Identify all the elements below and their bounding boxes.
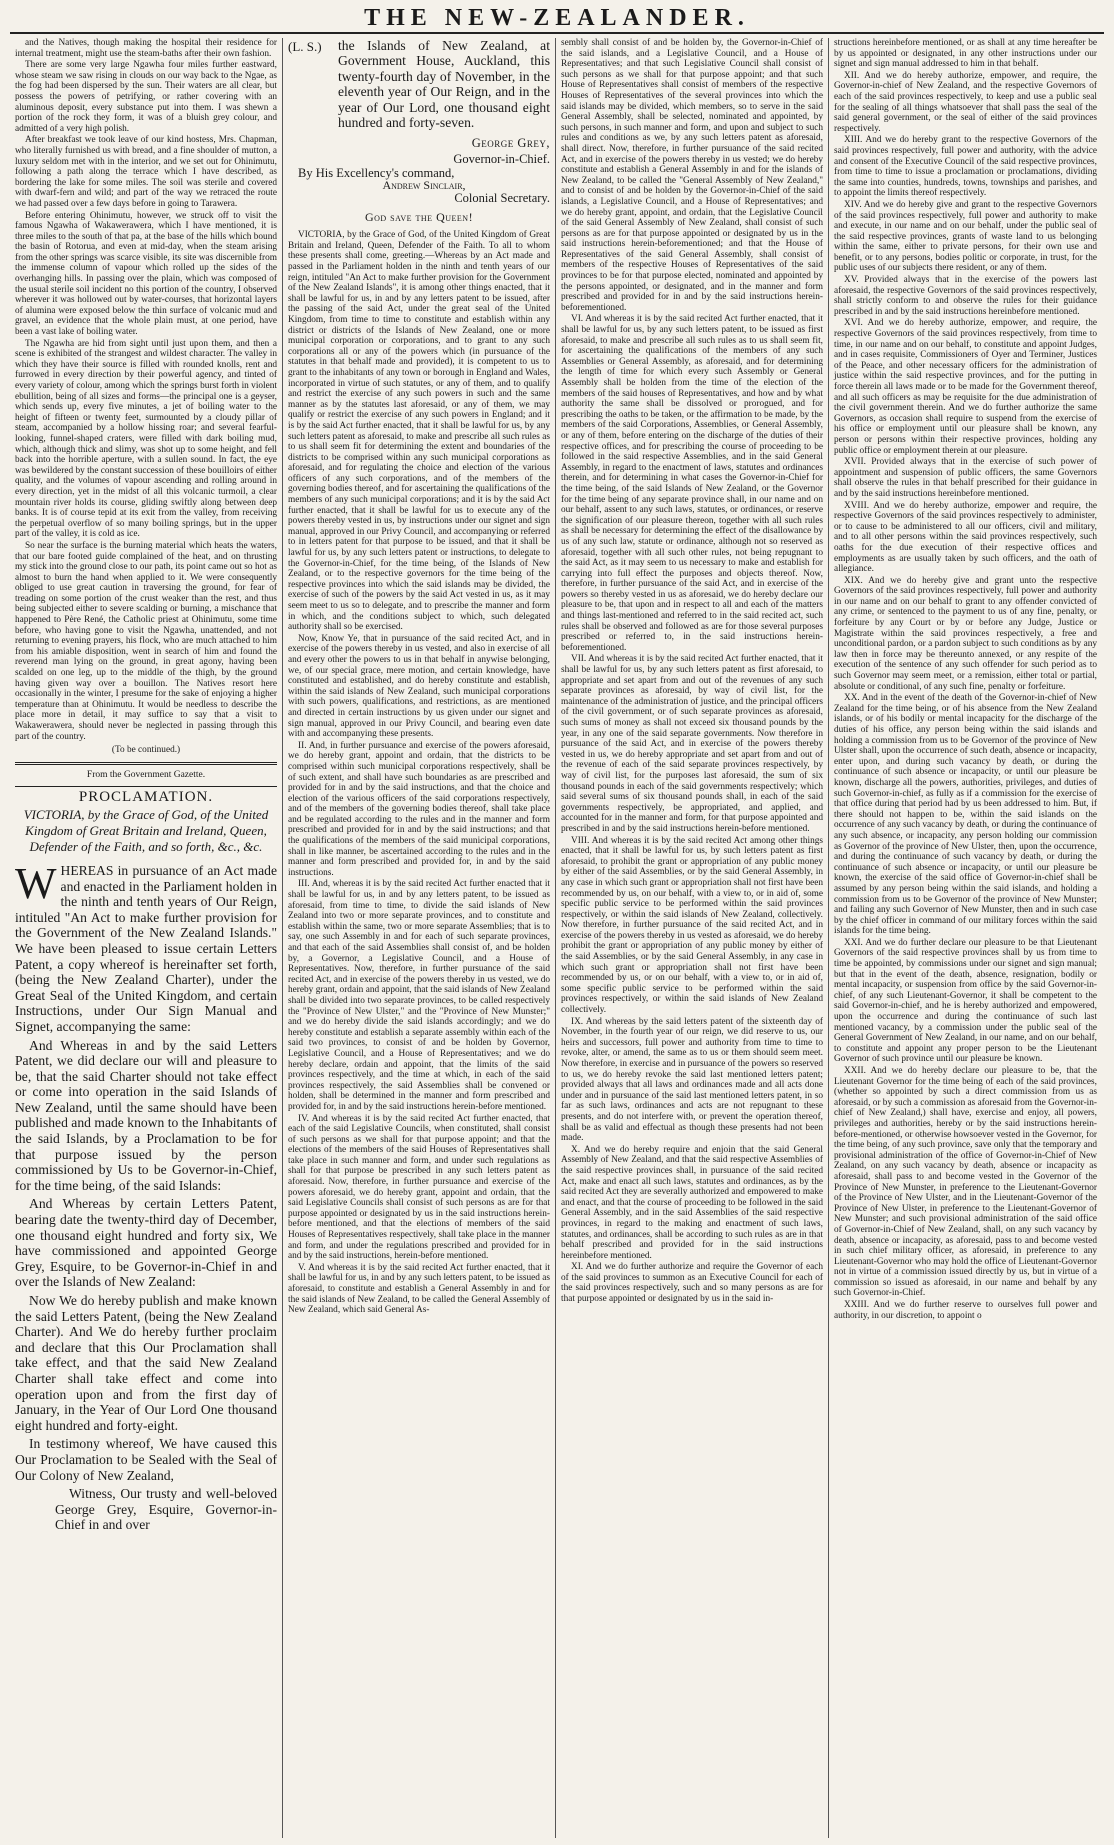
drop-cap: W [15,858,57,908]
secretary-name: Andrew Sinclair, [382,178,466,193]
charter-paragraph: II. And, in further pursuance and exercise of the powers aforesaid, we do hereby grant, appoint and ordain, that the districts to be comprised within such municipal corporations respectively, shall be of such extent, and shall have such boundaries as are prescribed and provided for in and by the said instructions, and that the choice and election of the various officers of the said corporations respectively, and of the members of the governing bodies thereof, shall take place and be regulated according to the rules and in the manner and form prescribed and provided for in and by the said instructions; and that the qualifications of the members of the said municipal corporations, shall in like manner, be ascertained according to the rules and in the manner and form prescribed and provided for, in and by the said instructions. [288,740,550,878]
charter-paragraph: IV. And whereas it is by the said recited Act further enacted, that each of the said Legislative Councils, when constituted, shall consist of such persons as we shall for that purpose appoint; and that the elections of the members of the said Houses of Representatives shall take place in such manner and form, and under such regulations as shall for that purpose be prescribed in any such letters patent as aforesaid. Now, therefore, in further pursuance and exercise of the powers aforesaid, we do hereby grant, appoint and ordain, that the said Legislative Councils shall consist of such persons as are for that purpose appointed or designated by us in the said instructions herein-before mentioned, and that the elections of members of the said Houses of Representatives respectively, shall take place in the manner and form, and under the regulations prescribed and provided for in and by the said instructions, herein-before mentioned. [288,1113,550,1262]
proclamation-first-paragraph [15,858,277,1035]
charter-paragraph: X. And we do hereby require and enjoin that the said General Assembly of New Zealand, and that the said respective Assemblies of the said respective provinces shall, in pursuance of the said recited Act, make and enact all such laws, statutes and ordinances, as by the said recited Act they are severally authorized and empowered to make and enact, and that the course of proceeding to be followed in the said General Assembly, and in the said Assemblies of the said respective provinces, in regard to the making and enactment of such laws, statutes, and ordinances, shall be according to such rules as are in that behalf prescribed and provided for in the said instructions hereinbefore mentioned. [561,1144,823,1261]
column-2 [283,38,556,1838]
article-paragraph: So near the surface is the burning material which heats the waters, that our bare footed guide complained of the heat, and on thrusting my stick into the ground close to our path, its point came out so hot as almost to burn the hand when applied to it. We were consequently obliged to use great caution in traversing the ground, for fear of treading on some portion of the crust weaker than the rest, and thus being subjected either to severe scalding or burning, a mischance that happened to Père René, the Catholic priest at Ohinimutu, some time before, who having gone to visit the Ngawha, unattended, and not returning to evening prayers, his flock, who are much attached to him from his amiable disposition, went in search of him and found the reverend man lying on the ground, in great agony, having been scalded on one leg, up to the middle of the thigh, by the ground having given way over a bouillon. The Natives resort here occasionally in the winter, I presume for the sake of enjoying a higher temperature than at Ohinimutu. It would be needless to describe the place more in detail, it may suffice to say that a visit to Wakawerawera, should never be neglected in passing through this part of the country. [15,540,277,742]
by-command: By His Excellency's command, [298,166,455,181]
witness-clause: Witness, Our trusty and well-beloved George Grey, Esquire, Governor-in-Chief in and over [55,1486,277,1533]
charter-paragraph: XVII. Provided always that in the exercise of such power of appointment and suspension of public officers, the same Governors shall observe the rules in that behalf prescribed for their guidance in and by the said instructions hereinbefore mentioned. [834,457,1097,499]
charter-paragraph: VII. And whereas it is by the said recited Act further enacted, that it shall be lawful for us, by any such letters patent as first aforesaid, to appropriate and set apart from and out of the revenues of any such separate provinces as aforesaid, by way of civil list, for the maintenance of the administration of justice, and the principal officers of the civil government, or of such separate provinces as aforesaid, such sums of money as shall not exceed six thousand pounds by the year, in any one of the said separate governments. Now therefore in pursuance of the said Act, and in exercise of the powers thereby vested in us, we do hereby appropriate and set apart from and out of the revenue of each of the said separate provinces respectively, by way of civil list, for the purposes last aforesaid, the sum of six thousand pounds in each of the said governments respectively; which said several sums of six thousand pounds shall, in each of the said governments respectively, be appropriated, and applied, and accounted for in the manner and form, for that purpose appointed and prescribed in and by the said instructions herein-before mentioned. [561,654,823,834]
charter-paragraph: XXIII. And we do further reserve to ourselves full power and authority, in our discretion, to appoint o [834,1300,1097,1321]
charter-paragraph: V. And whereas it is by the said recited Act further enacted, that it shall be lawful for us, in and by any such letters patent, to be issued as aforesaid, to constitute and establish a General Assembly in and for the said islands of New Zealand, to be called the General Assembly of New Zealand, which said General As- [288,1262,550,1316]
seal-text: the Islands of New Zealand, at Government House, Auckland, this twenty-fourth day of November, in the eleventh year of Our Reign, and in the year of Our Lord, one thousand eight hundred and forty-seven. [338,38,550,131]
short-divider [15,786,277,787]
proclamation-first-text: HEREAS in pursuance of an Act made and enacted in the Parliament holden in the ninth and tenth years of Our Reign, intituled "An Act to make further provision for the Government of the New Zealand Islands." We have been pleased to issue certain Letters Patent, a copy whereof is hereinafter set forth, (being the New Zealand Charter), under the Great Seal of the United Kingdom, and certain Instructions, under Our Sign Manual and Signet, accompanying the same: [15,862,277,1034]
seal-block [288,38,550,130]
royal-style: VICTORIA, by the Grace of God, of the United Kingdom of Great Britain and Ireland, Queen, Defender of the Faith, and so forth, &c., &c. [23,806,269,854]
charter-paragraph: XX. And in the event of the death of the Governor-in-chief of New Zealand for the time being, or of his absence from the New Zealand islands, or of his bodily or mental incapacity for the discharge of the duties of his office, any person being within the said islands and holding a commission from us to be Governor of the province of New Ulster shall, upon the occurrence of such death, absence or incapacity, enter upon, and during such vacancy by death, or during the continuance of such absence or incapacity, or until our pleasure be known, discharge all the powers, authorities, privileges, and duties of such Governor-in-chief, as fully as if a commission for the exercise of that office during that period had by us been addressed to him. But, if there should not happen to be, within the said islands on the occurrence of any such vacancy by death, or during the continuance of any such absence, or incapacity, any person holding our commission as Governor of the province of New Ulster, then, upon the occurrence, and during the continuance of such vacancy by death, or during the continuance of such absence or incapacity, or until our pleasure be known, the exercise of the said office of Governor-in-chief shall be assumed by any person being within the said islands, and holding a commission from us to be Governor of the province of New Munster; and failing any such Governor of New Munster, then and in such case by the chief officer in command of our military forces within the said islands for the time being. [834,693,1097,937]
secretary-title: Colonial Secretary. [454,190,550,205]
proclamation-title: PROCLAMATION. [78,789,214,806]
article-paragraph: and the Natives, though making the hospital their residence for internal treatment, might use the steam-baths after their own fashion. [15,38,277,59]
proclamation-paragraph: In testimony whereof, We have caused this Our Proclamation to be Sealed with the Seal of Our Colony of New Zealand, [15,1436,277,1483]
charter-paragraph: sembly shall consist of and be holden by, the Governor-in-Chief of the said islands, and a Legislative Council, and a House of Representatives; and that such Legislative Council shall consist of such persons as we shall for that purpose appoint; and that such House of Representatives shall consist of members of the respective Houses of Representatives of the several provinces into which the said islands may be divided, which members, so to serve in the said General Assembly, shall be selected, nominated and appointed, by such persons, in such manner and form, and upon and subject to such rules and conditions as we, by any such letters patent as aforesaid, shall direct. Now, therefore, in further pursuance of the said recited Act, and in exercise of the powers thereby in us vested; we do hereby constitute and establish a General Assembly in and for the islands of New Zealand, to be called the "General Assembly of New Zealand," and to consist of and be holden by the Governor-in-Chief of the said islands, a Legislative Council, and a House of Representatives; and we do hereby grant, appoint, and ordain, that the Legislative Council of the said General Assembly of New Zealand, shall consist of such persons as are for that purpose appointed or designated by us in the said instructions herein-beforementioned; and that the House of Representatives of the said General Assembly, shall consist of members of the respective Houses of Representatives of the said provinces to be for that purpose elected, nominated and appointed by the persons appointed, or designated, and in the manner and form prescribed and provided for in and by the said instructions herein-beforementioned. [561,38,823,313]
charter-paragraph: XIX. And we do hereby give and grant unto the respective Governors of the said provinces respectively, full power and authority in our name and on our behalf to grant to any offender convicted of any crime, or sentenced to the payment to us of any fine, penalty, or forfeiture by any Court or by or before any Judge, Justice or Magistrate within the said provinces respectively, a free and unconditional pardon, or a pardon subject to such conditions as by any law then in force may be thereunto annexed, or any respite of the execution of the sentence of any such offender for such period as to such Governor may seem meet, or a remission, either total or partial, absolute or conditional, of any such fine, penalty or forfeiture. [834,575,1097,692]
article-paragraph: There are some very large Ngawha four miles further eastward, whose steam we saw rising in clouds on our way back to the Ngae, as the fog had been dispersed by the sun. Their waters are all clear, but possess the powers of petrifying, or rather covering with an aluminous deposit, every substance put into them. I was shewn a portion of the rock they form, it was of a bluish grey colour, and admitted of a very high polish. [15,60,277,134]
column-1 [10,38,283,1838]
charter-paragraph: XIII. And we do hereby grant to the respective Governors of the said provinces respectively, full power and authority, with the advice and consent of the Executive Council of the said respective provinces, from time to time to issue a proclamation or proclamations, dividing the same into counties, hundreds, towns, townships and parishes, and to appoint the limits thereof respectively. [834,135,1097,199]
proclamation-body [15,858,277,1533]
charter-text-continued [561,38,823,1305]
charter-text-final [834,38,1097,1321]
travel-article [15,38,277,756]
charter-paragraph: IX. And whereas by the said letters patent of the sixteenth day of November, in the fourth year of our reign, we did reserve to us, our heirs and successors, full power and authority from time to time to revoke, alter, or amend, the same as to us or them should seem meet. Now therefore, in exercise and in pursuance of the powers so reserved to us, we do hereby revoke the said last mentioned letters patent; provided always that all laws and ordinances made and all acts done under and in pursuance of the said last mentioned letters patent, in so far as such laws, ordinances and acts are not repugnant to these presents, and do not interfere with, or prevent the operation thereof, shall be as valid and effectual as though these presents had not been made. [561,1016,823,1144]
proclamation-paragraph: Now We do hereby publish and make known the said Letters Patent, (being the New Zealand Charter). And We do hereby further proclaim and declare that this Our Proclamation shall take effect, and that the said New Zealand Charter shall take effect and come into operation upon and from the first day of January, in the Year of Our Lord One thousand eight hundred and forty-eight. [15,1293,277,1433]
charter-paragraph: VICTORIA, by the Grace of God, of the United Kingdom of Great Britain and Ireland, Queen, Defender of the Faith. To all to whom these presents shall come, greeting.—Whereas by an Act made and passed in the Parliament holden in the ninth and tenth years of our reign, intituled "An Act to make further provision for the Government of the New Zealand Islands", it is among other things enacted, that it shall be lawful for us, in and by any letters patent to be issued, after the passing of the said Act, under the great seal of the United Kingdom, from time to time to constitute and establish within any district or districts of the Islands of New Zealand, one or more municipal corporation or corporations, and to grant to any such corporations all or any of the powers which (in pursuance of the statutes in that behalf made and provided), it is competent to us to grant to the inhabitants of any town or borough in England and Wales, incorporated in virtue of such statutes, or any of them, and to qualify and restrict the exercise of any such powers in such and the same manner as by the statutes last aforesaid, or any of them, we may qualify or restrict the exercise of any such powers in England; and it is by the said Act further enacted, that it shall be lawful for us, by any such letters patent as aforesaid, to make and prescribe all such rules as to us shall seem fit for determining the extent and boundaries of the districts to be comprised within any such municipal corporations as aforesaid, and for regulating the choice and election of the various officers of any such corporations, and of the members of the governing bodies thereof, and for ascertaining the qualifications of the members of any such municipal corporations; and it is by the said Act further enacted, that it shall be lawful for us to execute any of the powers thereby vested in us, by instructions under our signet and sign manual, approved in our Privy Council, and accompanying or referred to in letters patent for that purpose to be issued, and that it shall be lawful for us, by any such letters patent or instructions, to delegate to the Governor-in-Chief, for the time being, of the Islands of New Zealand, or to the respective governors for the time being of the respective provinces into which the said islands may be divided, the exercise of such of the powers by the said Act vested in us, as it may seem meet to us so to delegate, and to prescribe the manner and form in which, and the conditions subject to which, such delegated authority shall so be exercised. [288,230,550,633]
article-paragraph: After breakfast we took leave of our kind hostess, Mrs. Chapman, who literally furnished us with bread, and a fine shoulder of mutton, a luxury seldom met with in the interior, and we set out for Ohinimutu, following a path along the terrace which I have described, as bordering the lake for some miles. The soil was sterile and covered with dwarf-fern and wild; and part of the way we retraced the route we had passed over a few days before in going to Tarawera. [15,135,277,209]
governor-signature: George Grey, [471,136,550,151]
charter-paragraph: XXI. And we do further declare our pleasure to be that Lieutenant Governors of the said respective provinces shall by us from time to time be appointed, by commissions under our signet and sign manual; but that in the event of the death, absence, resignation, bodily or mental incapacity, or suspension from office by the said Governor-in-chief, of any such Lieutenant-Governor, it shall be competent to the said Governor-in-chief, and he is hereby authorized and empowered, upon the occurrence and during the continuance of such last mentioned vacancy, by a commission under the public seal of the General Government of New Zealand, in our name, and on our behalf, to constitute and appoint any proper person to be the Lieutenant Governor of such province until our pleasure be known. [834,937,1097,1065]
god-save-the-queen: God save the Queen! [364,209,474,224]
charter-paragraph: XII. And we do hereby authorize, empower, and require, the Governor-in-chief of New Zealand, and the respective Governors of each of the said provinces respectively, to keep and use a public seal for the sealing of all things whatsoever that shall pass the seal of the said general government, or the seal of either of the said provinces respectively. [834,70,1097,134]
seal-mark: (L. S.) [288,39,322,54]
proclamation-paragraph: And Whereas in and by the said Letters Patent, we did declare our will and pleasure to be, that the said Charter should not take effect or come into operation in the said Islands of New Zealand, until the same should have been published and made known to the Inhabitants of the said Islands, by a Proclamation to be for that purpose issued by the person commissioned by Us to be Governor-in-Chief, for the time being, of the said Islands: [15,1037,277,1193]
article-paragraph: Before entering Ohinimutu, however, we struck off to visit the famous Ngawha of Wakawerawera, which I have mentioned, it is three miles to the south of that pa, at the base of the hills which bound the basin of Rotorua, and even at mid-day, when the steam arising from the other springs was scarce visible, its site was discernible from the immense column of vapour which rolled up the sides of the overhanging hills. In passing over the plain, which was composed of the usual sterile soil incident no this portion of the country, I observed wherever it was hollowed out by water-courses, that horizontal layers of alumina were exposed below the thin surface of volcanic mud and gravel, an evidence that the whole plain must, at one period, have been a vast lake of boiling water. [15,210,277,338]
charter-text [288,230,550,1316]
charter-paragraph: structions hereinbefore mentioned, or as shall at any time hereafter be by us appointed or designated, in any other instructions under our signet and sign manual addressed to him in that behalf. [834,38,1097,70]
governor-title: Governor-in-Chief. [453,152,550,167]
charter-paragraph: VIII. And whereas it is by the said recited Act among other things enacted, that it shall be lawful for us, by such letters patent as first aforesaid, to prohibit the grant or appropriation of any public money by either of the said Assemblies, or by the said General Assembly, in any case in which such grant or appropriation shall not first have been recommended by us, on our behalf, with a view to, or in aid of, some specific public service to be performed within the said provinces respectively, or within the said islands of New Zealand, collectively. Now therefore, in further pursuance of the said recited Act, and in exercise of the powers thereby in us vested as aforesaid, we do hereby prohibit the grant or appropriation of any public money by either of the said Assemblies, or by the said General Assembly, in any case in which such grant or appropriation shall not first have been recommended by us, or on our behalf, with a view to, or in aid of, some specific public service to be performed within the said provinces respectively, or within the said islands of New Zealand collectively. [561,835,823,1016]
charter-paragraph: VI. And whereas it is by the said recited Act further enacted, that it shall be lawful for us, by any such letters patent, to be issued as first aforesaid, to make and prescribe all such rules as to us shall seem fit, for ascertaining the qualifications of the members of any such Assemblies or General Assembly, as aforesaid, and for determining the length of time for which every such Assembly or General Assembly shall be holden from the time of the election of the members of the said houses of Representatives, and how and by what authority the same shall be dissolved or prorogued, and for prescribing the oaths to be taken, or the affirmation to be made, by the members of the said Corporations, Assemblies, or General Assembly, or any of them, before entering on the discharge of the duties of their respective offices, and for prescribing the course of proceeding to be followed in the said respective Assemblies, and in the said General Assembly, in regard to the enactment of laws, statutes and ordinances therein, and for determining in what cases the Governor-in-Chief for the time being, of the said Islands of New Zealand, or the Governor for the time being of any separate province shall, in our name and on our behalf, assent to any such laws, statutes, or ordinances, or reserve the signification of our pleasure thereon, together with all such rules as shall be necessary for determining the effect of the disallowance by us of any such law, statute or ordinance, although not so reserved as aforesaid, together with all such other rules, not being repugnant to the said Act, as it may seem to us necessary to make and establish for carrying into full effect the purposes and objects thereof. Now, therefore, in further pursuance of the said Act, and in exercise of the powers so thereby vested in us as aforesaid, we do hereby declare our pleasure to be, that upon and in respect to all and each of the matters and things last-mentioned and referred to in the said recited act, such rules shall be observed and followed as are for those several purposes prescribed or referred to, in the said instructions herein-beforementioned. [561,314,823,653]
charter-paragraph: XXII. And we do hereby declare our pleasure to be, that the Lieutenant Governor for the time being of each of the said provinces, (whether so appointed by such a direct commission from us as aforesaid, or by such a commission as aforesaid from the Governor-in-chief of New Zealand,) shall have, exercise and enjoy, all powers, privileges and authorities, hereby or by the said instructions herein-before-mentioned, or otherwise howsoever vested in the Governor, for the time being, of any such province, save only that the temporary and provisional administration of the office of Governor-in-Chief of New Zealand, on any such vacancy by death, absence or incapacity as aforesaid, shall pass to and become vested in the Governor of the Province of New Munster, in preference to the Lieutenant-Governor of the Province of New Ulster, and in the Lieutenant-Governor of the Province of New Ulster, in preference to the Lieutenant-Governor of New Munster; and such provisional administration of the said office of Governor-in-Chief of New Zealand, shall, on any such vacancy by death, absence or incapacity, as aforesaid, pass to and become vested in such chief military officer, as aforesaid, in preference to any Lieutenant-Governor who may hold the office of Lieutenant-Governor not in virtue of a commission issued directly by us, but in virtue of a commission so issued as aforesaid, in our name and behalf by any such Governor-in-Chief. [834,1066,1097,1299]
charter-paragraph: XVI. And we do hereby authorize, empower, and require, the respective Governors of the said provinces respectively, from time to time, in our name and on our behalf, to constitute and appoint Judges, and in cases requisite, Commissioners of Oyer and Terminer, Justices of the Peace, and other necessary officers for the administration of justice within the said respective provinces, and for the putting in force therein all laws made or to be made for the Government thereof, and all such officers as may be requisite for the due administration of the civil government therein. And we do further authorize the same Governors, as occasion shall require to suspend from the exercise of his office or employment until our pleasure shall be known, any person or persons within their respective provinces, holding any public office or employment therein at our pleasure. [834,318,1097,456]
masthead: THE NEW-ZEALANDER. [10,4,1104,34]
charter-paragraph: XIV. And we do hereby give and grant to the respective Governors of the said provinces respectively, full power and authority to make and execute, in our name and on our behalf, under the public seal of the said respective provinces, grants of waste land to us belonging within the same, either to private persons, for their own use and benefit, or to any persons, bodies politic or corporate, in trust, for the public uses of our subjects there resident, or any of them. [834,199,1097,274]
charter-paragraph: III. And, whereas it is by the said recited Act further enacted that it shall be lawful for us, in and by any letters patent, to be issued as aforesaid, from time to time, to divide the said islands of New Zealand into two or more separate provinces, and to constitute and establish within the same, two or more separate Assemblies; that is to say, one such Assembly in and for each of such separate provinces, and that each of the said Assemblies shall consist of, and be holden by, a Governor, a Legislative Council, and a House of Representatives. Now, therefore, in further pursuance of the said recited Act, and in exercise of the powers thereby in us vested, we do hereby grant, ordain and appoint, that the said islands of New Zealand shall be divided into two separate provinces, to be called respectively the "Province of New Ulster," and the "Province of New Munster;" and we do hereby divide the said islands accordingly; and we do hereby constitute and establish a separate assembly within each of the said two provinces, to consist of and be holden by Governor, Legislative Council, and a House of Representatives; and we do hereby declare, ordain and appoint, that the limits of the said provinces respectively, and the time at which, in each of the said provinces respectively, the said Assemblies shall be convened or holden, shall be determined in the manner and form prescribed and provided for, in and by the said instructions herein-before mentioned. [288,879,550,1112]
columns [10,38,1104,1838]
column-3 [556,38,829,1838]
to-be-continued: (To be continued.) [111,745,181,756]
column-4 [829,38,1102,1838]
charter-paragraph: Now, Know Ye, that in pursuance of the said recited Act, and in exercise of the powers thereby in us vested, and also in exercise of all and every other the powers to us in that behalf in anywise belonging, we, of our special grace, mere motion, and certain knowledge, have constituted and established, and do hereby constitute and establish, within the said islands of New Zealand, such municipal corporations with such powers, qualifications, and restrictions, as are mentioned and directed in certain instructions by us given under our signet and sign manual, approved in our Privy Council, and bearing even date with and accompanying these presents. [288,633,550,740]
charter-paragraph: XV. Provided always that in the exercise of the powers last aforesaid, the respective Governors of the said provinces respectively, shall strictly conform to and observe the rules for their guidance prescribed in and by the said instructions hereinbefore mentioned. [834,275,1097,317]
article-paragraph: The Ngawha are hid from sight until just upon them, and then a scene is exhibited of the strangest and wildest character. The valley in which they have their source is filled with rounded knolls, rent and furrowed in every direction by their powerful agency, and tinted of every variety of colour, among which the springs burst forth in violent ebullition, being of all sizes and forms—the principal one is a geyser, which sends up, every five minutes, a jet of boiling water to the height of fifteen or twenty feet, surmounted by a cloudy pillar of steam, accompanied by a hollow hissing roar; and several fearful-looking, funnel-shaped craters, were filled with dark boiling mud, which, although thick and slimy, was shot up to some height, and fell back into the horrible aperture, with a sullen sound. In fact, the eye was bewildered by the constant succession of these bouilloirs of either quality, and the volumes of vapour ascending and rolling around in every direction, yet in the midst of all this volcanic turmoil, a clear mountain river holds its course, gliding swiftly along between deep banks. It is of course tepid at its exit from the valley, from receiving the perpetual overflow of so many boiling springs, but in the upper part of the valley, it is cold as ice. [15,338,277,540]
proclamation-paragraph: And Whereas by certain Letters Patent, bearing date the twenty-third day of December, one thousand eight hundred and forty six, We have commissioned and appointed George Grey, Esquire, to be Governor-in-Chief in and over the Islands of New Zealand: [15,1196,277,1290]
section-divider [15,762,277,765]
charter-paragraph: XVIII. And we do hereby authorize, empower and require, the respective Governors of the said provinces respectively to administer, or to cause to be administered to all our officers, civil and military, and to all other persons within the said provinces respectively, such oaths for the due execution of their respective offices and employments as are usually taken by such officers, and the oath of allegiance. [834,500,1097,575]
source-credit: From the Government Gazette. [86,769,206,780]
charter-paragraph: XI. And we do further authorize and require the Governor of each of the said provinces to summon as an Executive Council for each of the said provinces respectively, such and so many persons as are for that purpose appointed or designated by us in the said in- [561,1262,823,1305]
